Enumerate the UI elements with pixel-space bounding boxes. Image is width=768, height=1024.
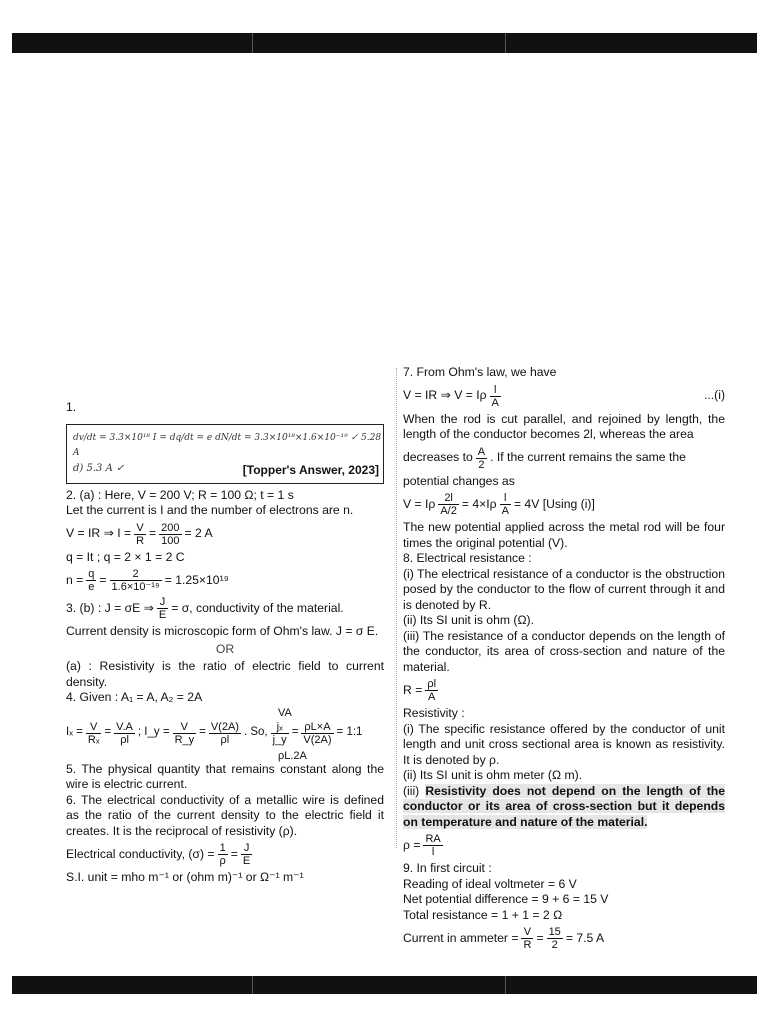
q8-point-i: (i) The electrical resistance of a conductor is the obstruction posed by the conductor to the flow of current through it and is denoted by R.	[403, 566, 725, 612]
eq-text: Iₓ =	[66, 726, 83, 739]
q8-point-iii: (iii) The resistance of a conductor depends on the length of the conductor, its area of cross-section and nature of the material.	[403, 628, 725, 674]
q4-equation: Iₓ = $\frac{V}{\text{Rₓ}}$ = $\frac{V.A}{\rho l}$ ; I_y = $\frac{V}{R\_y}$ = $\frac{V(2A)}{\rho l}$ . So, $\frac{\text{jₓ}}{j\_y}$ = $\frac{\rho L\times A}{V(2A)}$ = 1:1	[66, 720, 363, 746]
eq-text: =	[536, 930, 544, 945]
q9-line-3: Total resistance = 1 + 1 = 2 Ω	[403, 907, 563, 922]
eq-text: Current in ammeter =	[403, 930, 519, 945]
q7-conclusion: The new potential applied across the metal rod will be four times the original potential (V).	[403, 520, 725, 550]
q6-si-unit: S.I. unit = mho m⁻¹ or (ohm m)⁻¹ or Ω⁻¹ m⁻¹	[66, 870, 304, 884]
resistivity-point-iii: (iii) Resistivity does not depend on the length of the conductor or its area of cross-section but it depends on temperature and nature of the material.	[403, 783, 725, 829]
fraction: $\frac{l}{A}$	[501, 492, 509, 517]
eq-text: . So,	[243, 726, 268, 739]
q7-intro: 7. From Ohm's law, we have	[403, 365, 557, 379]
eq-text: ; I_y =	[137, 726, 170, 739]
eq-text: . If the current remains the same the	[490, 450, 686, 465]
q7-equation-1	[403, 384, 725, 409]
question-3	[66, 596, 384, 690]
eq-text: = 7.5 A	[565, 930, 605, 945]
fraction: $\frac{200}{100}$	[161, 521, 180, 547]
bottom-border-bar	[12, 976, 757, 994]
q6-definition: 6. The electrical conductivity of a metallic wire is defined as the ratio of the current density to the electric field it creates. It is the reciprocal of resistivity (ρ).	[66, 792, 384, 838]
q7-area-line	[403, 446, 725, 471]
column-divider	[396, 368, 397, 848]
q3-alternative: (a) : Resistivity is the ratio of electric field to current density.	[66, 659, 384, 689]
question-5: 5. The physical quantity that remains constant along the wire is electric current.	[66, 761, 384, 791]
question-2	[66, 488, 384, 594]
fraction: $\frac{15}{2}$	[548, 926, 561, 951]
fraction: $\frac{V}{\text{Rₓ}}$	[87, 720, 100, 746]
eq-text: =	[99, 572, 107, 587]
eq-text: Electrical conductivity, (σ) =	[66, 846, 215, 861]
q2-charge: q = It ; q = 2 × 1 = 2 C	[66, 549, 185, 564]
q7-paragraph: When the rod is cut parallel, and rejoined by length, the length of the conductor becomes 2l, whereas the area	[403, 411, 725, 441]
eq-text: R =	[403, 682, 423, 697]
eq-text: = 4V [Using (i)]	[513, 496, 595, 511]
question-4	[66, 690, 384, 762]
fraction: $\frac{\rho L\times A}{V(2A)}$	[303, 720, 332, 746]
fraction: $\frac{\text{jₓ}}{j\_y}$	[272, 720, 287, 746]
eq-text: = 1:1	[336, 726, 363, 739]
fraction: $\frac{V}{R}$	[523, 926, 532, 951]
q9-current-formula	[403, 926, 725, 951]
q4-given: 4. Given : A₁ = A, A₂ = 2A	[66, 690, 203, 704]
q8-resistivity-formula	[403, 833, 725, 858]
fraction: $\frac{2l}{A/2}$	[440, 492, 457, 517]
fraction: $\frac{l}{A}$	[491, 383, 499, 409]
question-8	[403, 551, 725, 858]
q3-equation	[66, 596, 384, 621]
fraction: $\frac{1}{\rho}$	[219, 842, 226, 867]
or-separator: OR	[215, 641, 235, 656]
eq-text: =	[149, 526, 157, 541]
fraction: $\frac{2}{\text{1.6×10⁻¹⁹}}$	[111, 568, 160, 593]
eq-tag: ...(i)	[704, 388, 725, 403]
eq-text: = σ, conductivity of the material.	[171, 600, 344, 615]
eq-text: ρ =	[403, 837, 421, 852]
question-9	[403, 861, 725, 951]
eq-text: = 4×Iρ	[461, 496, 497, 511]
q9-title: 9. In first circuit :	[403, 861, 492, 875]
question-1	[66, 400, 384, 484]
handwritten-answer-line-1: dv/dt = 3.3×10¹⁸ I = dq/dt = e dN/dt = 3.3×10¹⁸×1.6×10⁻¹⁹ ✓ 5.28 A	[73, 432, 382, 458]
q7-potential-text: potential changes as	[403, 473, 515, 488]
right-column	[403, 365, 725, 954]
fraction: $\frac{J}{E}$	[158, 596, 167, 621]
handwritten-answer-line-2: d) 5.3 A ✓	[73, 462, 125, 474]
fraction: $\frac{V(2A)}{\rho l}$	[210, 720, 239, 746]
q4-pl2a: ρL.2A	[278, 749, 307, 762]
fraction: $\frac{\rho l}{A}$	[427, 678, 437, 703]
eq-text: V = Iρ	[403, 496, 436, 511]
q8-title: 8. Electrical resistance :	[403, 551, 532, 565]
fraction: $\frac{A}{2}$	[477, 445, 486, 471]
fraction: $\frac{V}{R}$	[136, 521, 145, 547]
resistivity-title: Resistivity :	[403, 706, 465, 720]
q6-formula: Electrical conductivity, (σ) = $\frac{1}{\rho}$ = $\frac{J}{E}$	[66, 842, 251, 867]
question-7	[403, 365, 725, 551]
q9-line-2: Net potential difference = 9 + 6 = 15 V	[403, 892, 609, 906]
fraction: $\frac{V.A}{\rho l}$	[116, 720, 133, 746]
resistivity-point-i: (i) The specific resistance offered by the conductor of unit length and unit cross sectional area is known as resistivity. It is denoted by ρ.	[403, 721, 725, 767]
q8-point-ii: (ii) Its SI unit is ohm (Ω).	[403, 613, 535, 627]
q2-statement: Let the current is I and the number of electrons are n.	[66, 503, 354, 517]
q2-given: 2. (a) : Here, V = 200 V; R = 100 Ω; t = 1 s	[66, 487, 294, 502]
resistivity-point-ii: (ii) Its SI unit is ohm meter (Ω m).	[403, 768, 583, 782]
eq-text: = 1.25×10¹⁹	[164, 572, 229, 587]
eq-text: V = IR ⇒ V = Iρ	[403, 388, 487, 403]
fraction: $\frac{J}{E}$	[242, 842, 251, 867]
eq-text: 3. (b) : J = σE ⇒	[66, 600, 154, 615]
fraction: $\frac{RA}{l}$	[425, 833, 441, 858]
topper-answer-tag: [Topper's Answer, 2023]	[242, 463, 379, 477]
question-number: 1.	[66, 400, 77, 414]
left-column	[66, 400, 384, 886]
q2-electron-equation	[66, 568, 384, 593]
q9-line-1: Reading of ideal voltmeter = 6 V	[403, 876, 577, 891]
q4-va-top: VA	[278, 706, 292, 719]
eq-text: n =	[66, 572, 84, 587]
q7-equation-2	[403, 492, 725, 517]
eq-text: decreases to	[403, 450, 473, 465]
topper-answer-box	[66, 424, 384, 484]
q8-resistance-formula	[403, 678, 725, 703]
question-6	[66, 793, 384, 886]
q3-note: Current density is microscopic form of Ohm's law. J = σ E.	[66, 624, 379, 638]
fraction: $\frac{q}{e}$	[88, 568, 95, 593]
q2-ohm-equation	[66, 522, 384, 547]
highlighted-text: Resistivity does not depend on the length of the conductor or its area of cross-section but it depends on temperature and nature of the material.	[403, 783, 725, 829]
eq-text: = 2 A	[184, 526, 213, 541]
top-border-bar	[12, 33, 757, 53]
fraction: $\frac{V}{R\_y}$	[174, 720, 195, 746]
eq-text: V = IR ⇒ I =	[66, 526, 132, 541]
